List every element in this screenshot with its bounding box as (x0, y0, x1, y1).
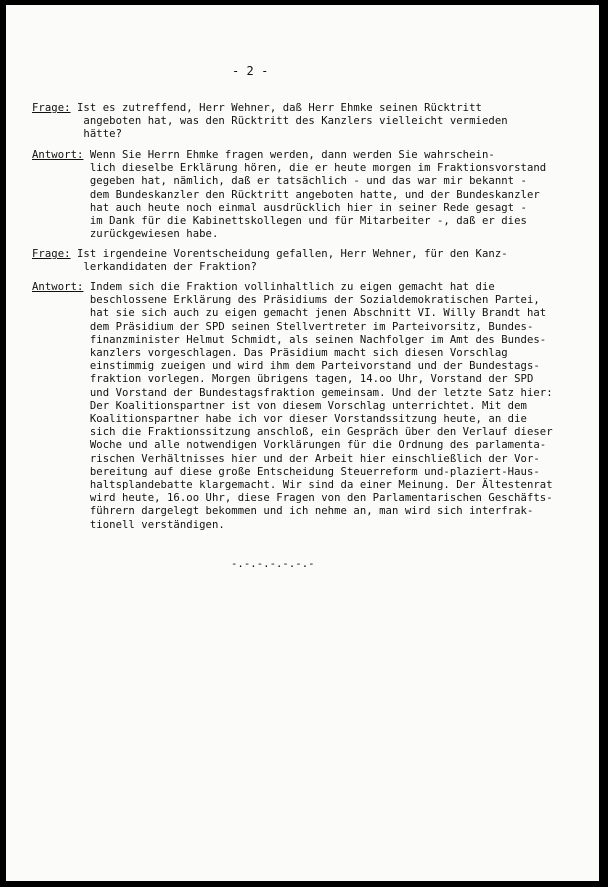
text-line: lich dieselbe Erklärung hören, die er heute morgen im Fraktionsvorstand (32, 162, 547, 175)
text-line: Frage: Ist es zutreffend, Herr Wehner, daß Herr Ehmke seinen Rücktritt (32, 102, 482, 114)
page-number: - 2 - (232, 64, 269, 78)
text-line: fraktion vorlegen. Morgen übrigens tagen, 14.oo Uhr, Vorstand der SPD (32, 373, 534, 386)
text-line: im Dank für die Kabinettskollegen und für Mitarbeiter -, daß er dies (32, 215, 527, 228)
answer-block (32, 149, 580, 241)
question-block (32, 102, 580, 142)
text-line: Der Koalitionspartner ist von diesem Vorschlag unterrichtet. Mit dem (32, 399, 527, 412)
text-line: dem Präsidium der SPD seinen Stellvertreter im Parteivorsitz, Bundes- (32, 320, 534, 333)
text-line: haltsplandebatte klargemacht. Wir sind da einer Meinung. Der Ältestenrat (32, 479, 553, 492)
text-line: Woche und alle notwendigen Vorklärungen für die Ordnung des parlamenta- (32, 439, 547, 452)
text-line: lerkandidaten der Fraktion? (32, 261, 257, 274)
answer-block (32, 281, 580, 532)
text-line: hat sie sich auch zu eigen gemacht jenen Abschnitt VI. Willy Brandt hat (32, 307, 547, 320)
text-line: wird heute, 16.oo Uhr, diese Fragen von den Parlamentarischen Geschäfts- (32, 492, 553, 505)
text-line: Antwort: Indem sich die Fraktion vollinhaltlich zu eigen gemacht hat die (32, 281, 495, 293)
text-line: beschlossene Erklärung des Präsidiums der Sozialdemokratischen Partei, (32, 294, 540, 307)
text-line: Frage: Ist irgendeine Vorentscheidung gefallen, Herr Wehner, für den Kanz- (32, 248, 508, 260)
text-line: tionell verständigen. (32, 518, 225, 531)
question-label: Frage: (32, 102, 71, 114)
text-line: Antwort: Wenn Sie Herrn Ehmke fragen werden, dann werden Sie wahrschein- (32, 149, 495, 161)
text-line: und Vorstand der Bundestagsfraktion gemeinsam. Und der letzte Satz hier: (32, 386, 553, 399)
text-line: angeboten hat, was den Rücktritt des Kanzlers vielleicht vermieden (32, 115, 508, 128)
text-line: sich die Fraktionssitzung anschloß, ein Gespräch über den Verlauf dieser (32, 426, 553, 439)
text-line: rischen Verhältnisses hier und der Arbeit hier einschließlich der Vor- (32, 452, 540, 465)
document-page (6, 5, 599, 881)
answer-label: Antwort: (32, 281, 84, 293)
text-line: zurückgewiesen habe. (32, 228, 219, 241)
text-line: hätte? (32, 128, 122, 141)
text-line: führern dargelegt bekommen und ich nehme an, man wird sich interfrak- (32, 505, 534, 518)
end-divider: -.-.-.-.-.-.- (231, 558, 315, 570)
text-line: kanzlers vorgeschlagen. Das Präsidium macht sich diesen Vorschlag (32, 347, 508, 360)
question-label: Frage: (32, 248, 71, 260)
text-line: dem Bundeskanzler den Rücktritt angeboten hatte, und der Bundeskanzler (32, 188, 540, 201)
text-line: einstimmig zueigen und wird ihm dem Parteivorstand und der Bundestags- (32, 360, 540, 373)
text-line: Koalitionspartner habe ich vor dieser Vorstandssitzung heute, an die (32, 413, 527, 426)
text-line: bereitung auf diese große Entscheidung Steuerreform und-plaziert-Haus- (32, 465, 540, 478)
question-block (32, 248, 580, 274)
text-line: finanzminister Helmut Schmidt, als seinen Nachfolger im Amt des Bundes- (32, 333, 547, 346)
answer-label: Antwort: (32, 149, 84, 161)
text-line: hat auch heute noch einmal ausdrücklich hier in seiner Rede gesagt - (32, 201, 527, 214)
text-line: gegeben hat, nämlich, daß er tatsächlich - und das war mir bekannt - (32, 175, 527, 188)
